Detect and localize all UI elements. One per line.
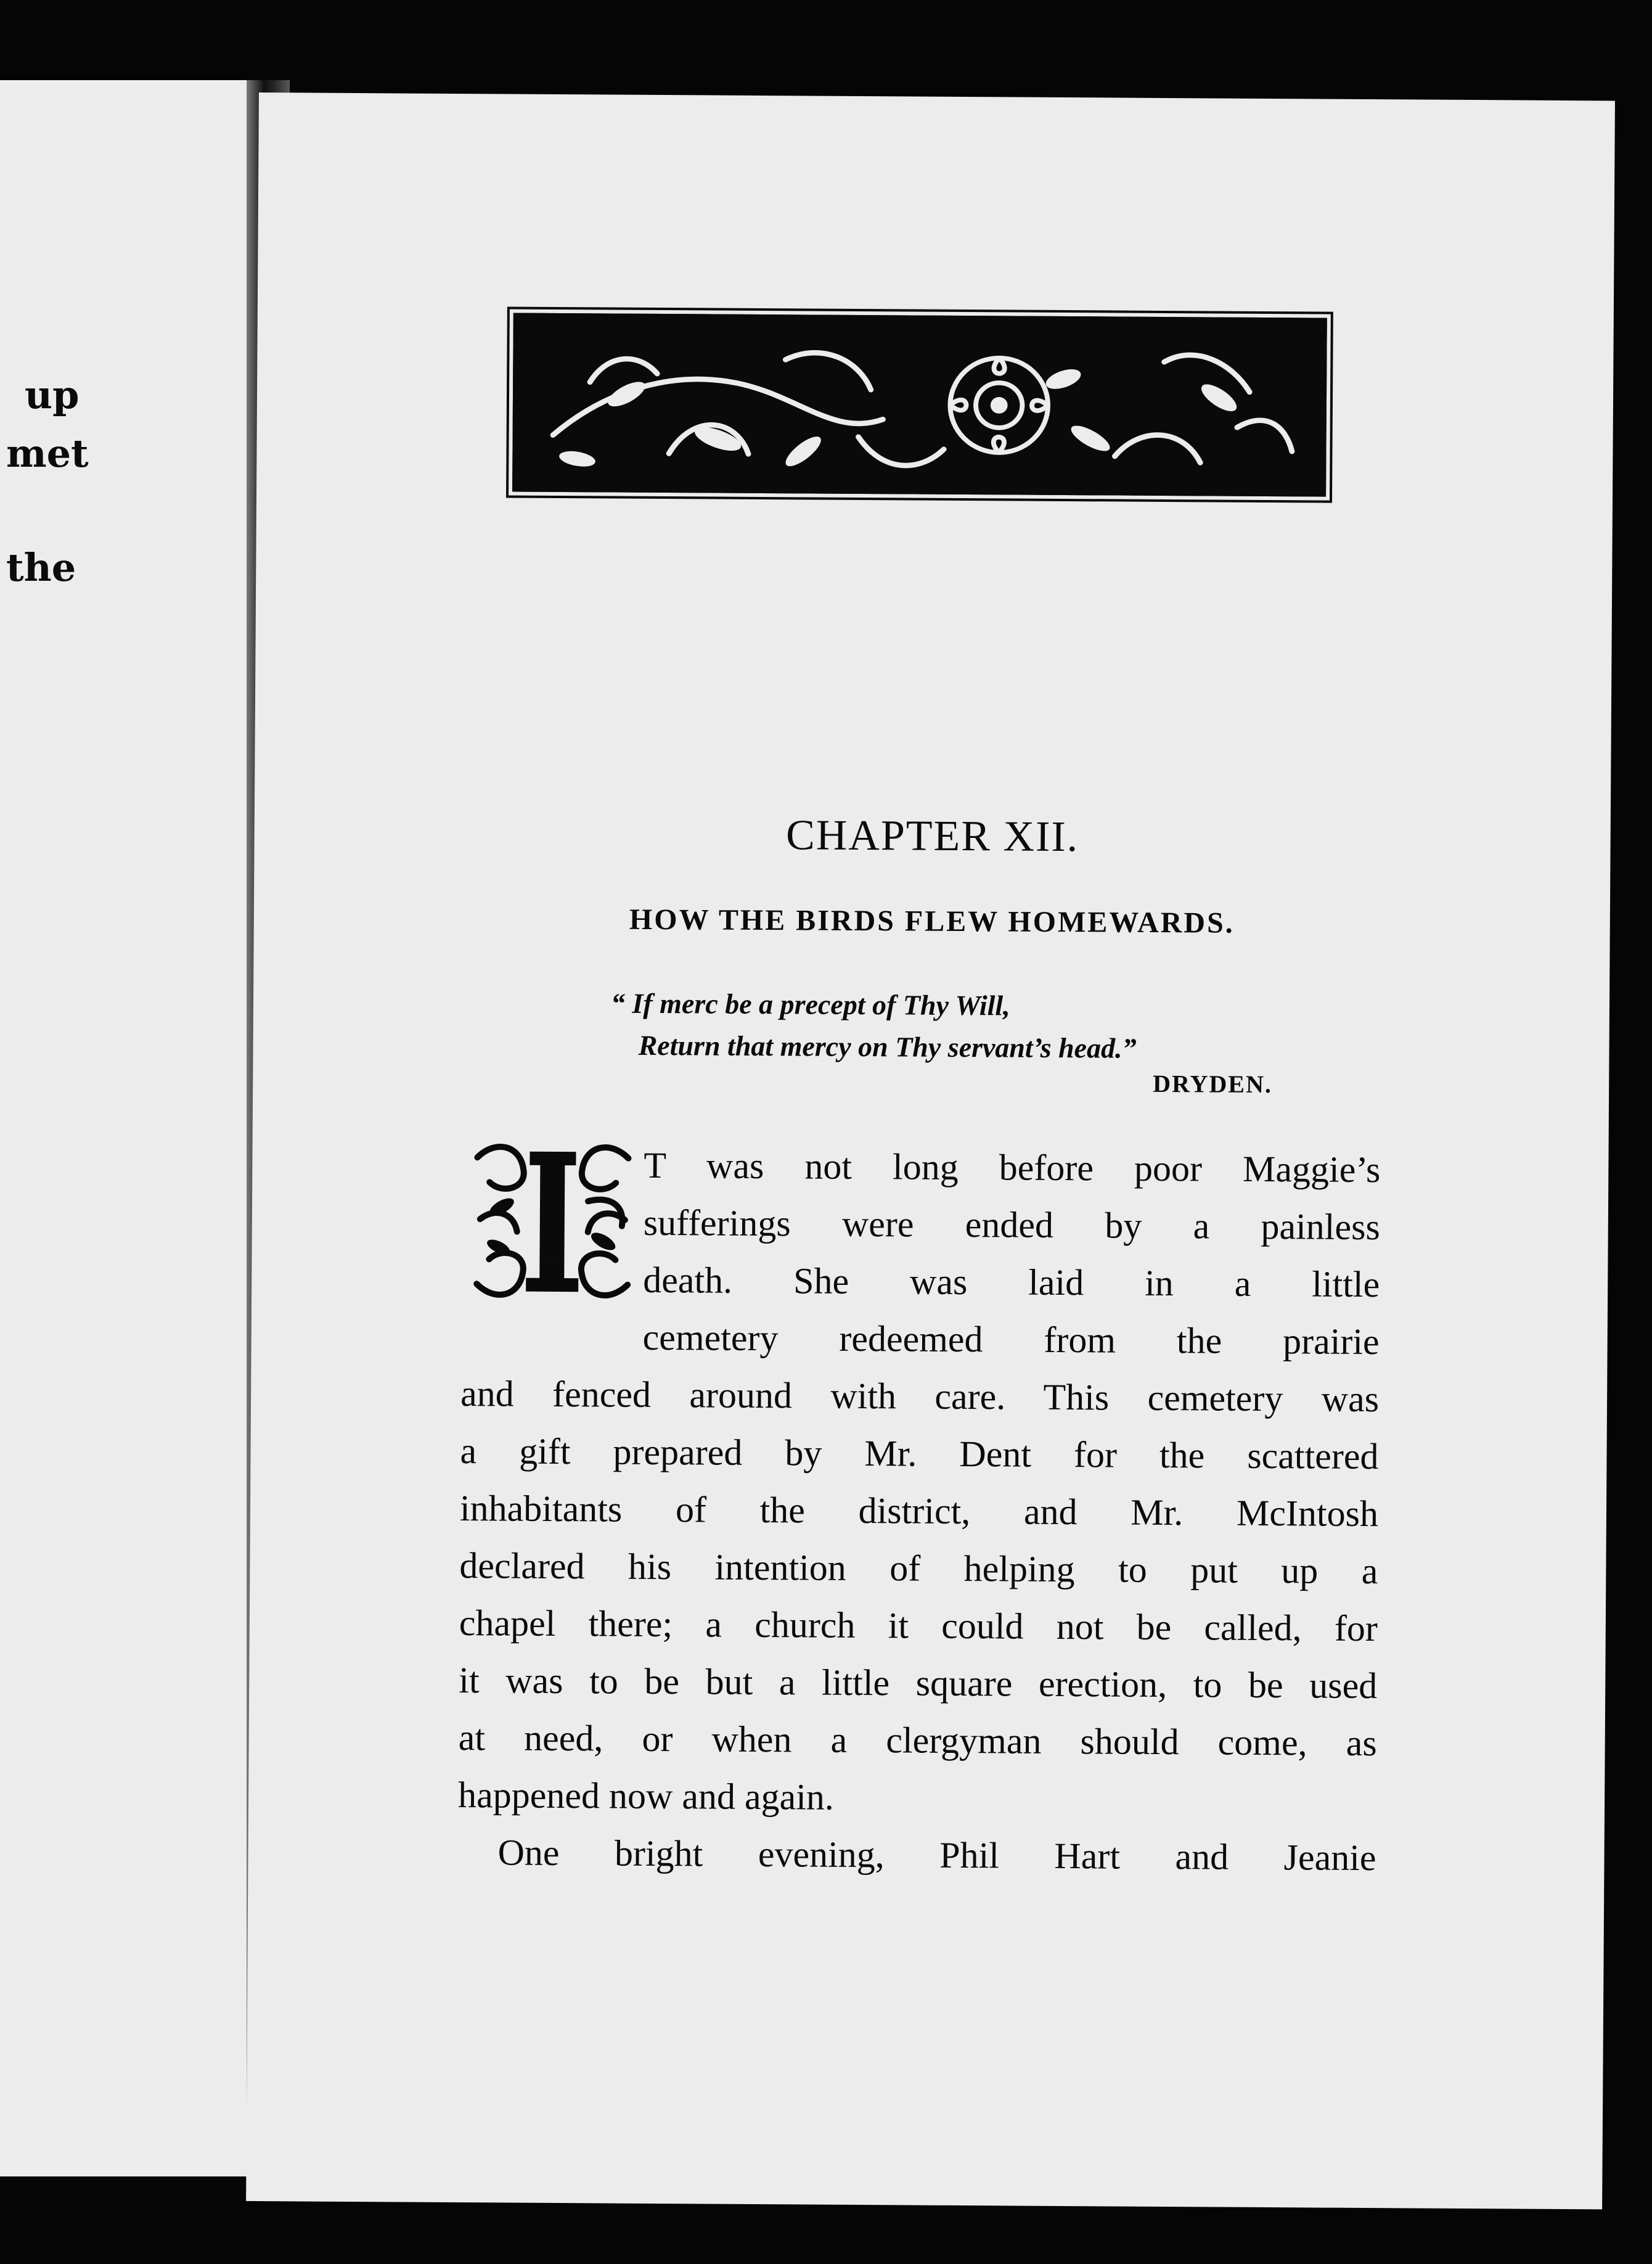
left-page-fragment: up — [25, 372, 80, 417]
body-line: cemetery redeemed from the prairie — [642, 1316, 1380, 1363]
chapter-title: CHAPTER XII. — [785, 811, 1079, 861]
body-line: at need, or when a clergyman should come, as — [458, 1717, 1377, 1764]
left-page-fragment: the — [6, 545, 76, 590]
epigraph — [610, 983, 1137, 1070]
body-line: T was not long before poor Maggie’s — [644, 1144, 1381, 1191]
body-line: death. She was laid in a little — [643, 1259, 1380, 1305]
ornamental-dropcap-icon — [464, 1133, 641, 1310]
right-page — [246, 92, 1615, 2209]
epigraph-line: Return that mercy on Thy servant’s head.” — [638, 1029, 1137, 1064]
epigraph-author: DRYDEN. — [1153, 1069, 1273, 1099]
body-line: declared his intention of helping to put up a — [459, 1545, 1378, 1592]
floral-ornament-banner-icon — [512, 313, 1327, 497]
body-line: and fenced around with care. This cemetery was — [460, 1373, 1380, 1420]
body-line: it was to be but a little square erection, to be used — [459, 1660, 1378, 1707]
left-page-fragment: met — [6, 431, 89, 476]
body-line: happened now and again. — [457, 1774, 835, 1818]
body-line: sufferings were ended by a painless — [643, 1202, 1380, 1248]
chapter-subtitle: HOW THE BIRDS FLEW HOMEWARDS. — [629, 903, 1235, 940]
body-line: inhabitants of the district, and Mr. McIntosh — [459, 1488, 1379, 1535]
body-line: a gift prepared by Mr. Dent for the scattered — [460, 1430, 1379, 1477]
epigraph-line: “ If merc be a precept of Thy Will, — [610, 987, 1010, 1022]
body-line: One bright evening, Phil Hart and Jeanie — [497, 1832, 1376, 1879]
body-line: chapel there; a church it could not be called, for — [459, 1602, 1378, 1649]
left-page — [0, 80, 247, 2176]
